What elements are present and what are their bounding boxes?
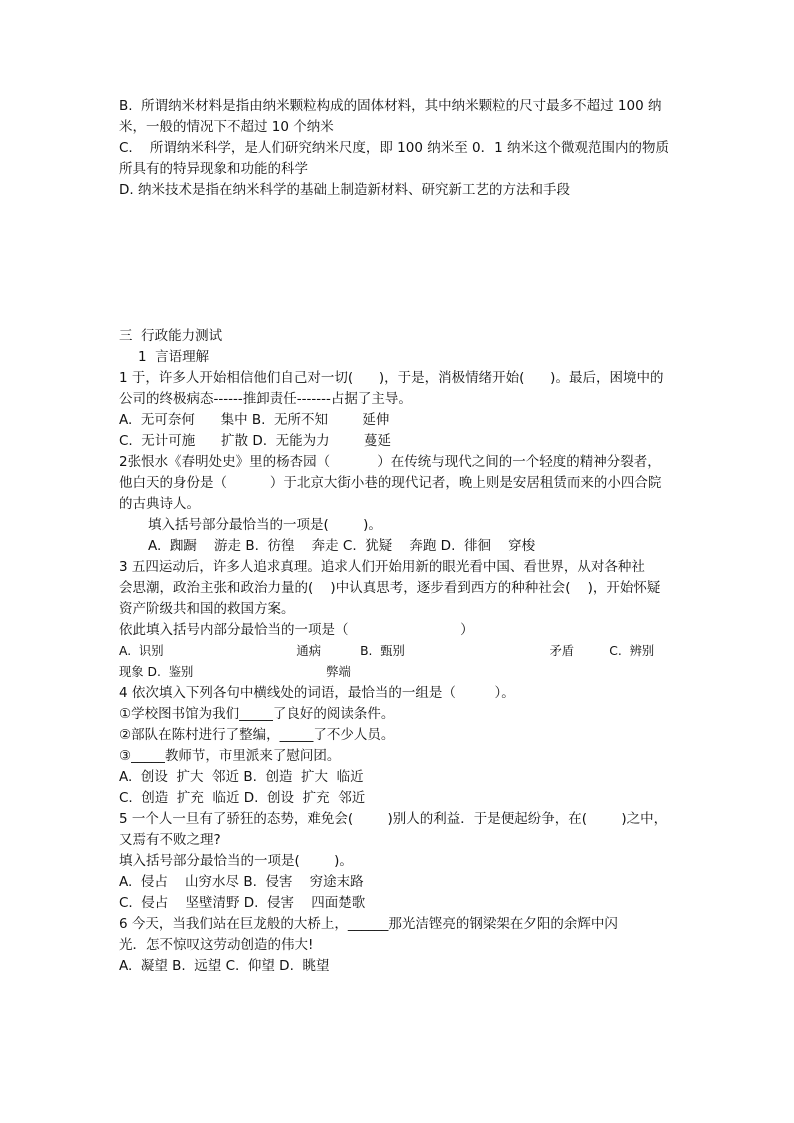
- q3-line-2: 会思潮，政治主张和政治力量的( )中认真思考，逐步看到西方的种种社会( )，开始怀疑: [119, 580, 661, 596]
- q3-line-3: 资产阶级共和国的救国方案。: [119, 601, 295, 617]
- q1-options-ab: A. 无可奈何 集中 B. 无所不知 延伸: [119, 412, 390, 428]
- q4-options-cd: C. 创造 扩充 临近 D. 创设 扩充 邻近: [119, 790, 366, 806]
- option-c-line-2: 所具有的特异现象和功能的科学: [119, 161, 308, 177]
- option-c-line-1: C. 所谓纳米科学，是人们研究纳米尺度，即 100 纳米至 0．1 纳米这个微观范围内的物质: [119, 140, 669, 156]
- q3-options-line-2: 现象 D. 鉴别 弊端: [119, 665, 351, 679]
- q2-options: A. 踟蹰 游走 B. 彷徨 奔走 C. 犹疑 奔跑 D. 徘徊 穿梭: [148, 538, 536, 554]
- q5-line-1: 5 一个人一旦有了骄狂的态势，难免会( )别人的利益．于是便起纷争，在( )之中，: [119, 811, 668, 827]
- q4-sentence-1: ①学校图书馆为我们_____了良好的阅读条件。: [119, 706, 395, 722]
- option-b-line-2: 米，一般的情况下不超过 10 个纳米: [119, 119, 334, 135]
- q5-line-2: 又焉有不败之理?: [119, 832, 221, 848]
- q2-prompt: 填入括号部分最恰当的一项是( )。: [148, 517, 382, 533]
- q1-options-cd: C. 无计可施 扩散 D. 无能为力 蔓延: [119, 433, 391, 449]
- q5-prompt: 填入括号部分最恰当的一项是( )。: [119, 853, 353, 869]
- q3-line-1: 3 五四运动后，许多人追求真理。追求人们开始用新的眼光看中国、看世界，从对各种社: [119, 559, 645, 575]
- q2-line-1: 2张恨水《春明处史》里的杨杏园（ ）在传统与现代之间的一个轻度的精神分裂者，: [119, 454, 661, 470]
- q4-line-1: 4 依次填入下列各句中横线处的词语，最恰当的一组是（ ）。: [119, 685, 515, 701]
- option-b-line-1: B. 所谓纳米材料是指由纳米颗粒构成的固体材料，其中纳米颗粒的尺寸最多不超过 100 纳: [119, 98, 662, 114]
- q3-options-line-1: A. 识别 通病 B. 甄别 矛盾 C. 辨别: [119, 644, 655, 658]
- q4-options-ab: A. 创设 扩大 邻近 B. 创造 扩大 临近: [119, 769, 364, 785]
- q1-line-1: 1 于，许多人开始相信他们自己对一切( )，于是，消极情绪开始( )。最后，困境中的: [119, 370, 664, 386]
- q6-line-2: 光．怎不惊叹这劳动创造的伟大!: [119, 937, 314, 953]
- q6-line-1: 6 今天，当我们站在巨龙般的大桥上，______那光洁铿亮的钢梁架在夕阳的余辉中闪: [119, 916, 618, 932]
- q4-sentence-2: ②部队在陈村进行了整编，_____了不少人员。: [119, 727, 395, 743]
- option-d-line-1: D. 纳米技术是指在纳米科学的基础上制造新材料、研究新工艺的方法和手段: [119, 182, 570, 198]
- q6-options: A. 凝望 B. 远望 C. 仰望 D. 眺望: [119, 958, 330, 974]
- q2-line-2: 他白天的身份是（ ）于北京大街小巷的现代记者，晚上则是安居租赁而来的小四合院: [119, 475, 662, 491]
- q1-line-2: 公司的终极病态------推卸责任-------占据了主导。: [119, 391, 412, 407]
- q3-prompt: 依此填入括号内部分最恰当的一项是（ ）: [119, 622, 474, 638]
- q2-line-3: 的古典诗人。: [119, 496, 200, 512]
- section-subheading: 1 言语理解: [138, 349, 210, 365]
- q5-options-cd: C. 侵占 坚壁清野 D. 侵害 四面楚歌: [119, 895, 366, 911]
- q5-options-ab: A. 侵占 山穷水尽 B. 侵害 穷途末路: [119, 874, 364, 890]
- section-heading: 三 行政能力测试: [119, 328, 223, 344]
- q4-sentence-3: ③_____教师节，市里派来了慰问团。: [119, 748, 341, 764]
